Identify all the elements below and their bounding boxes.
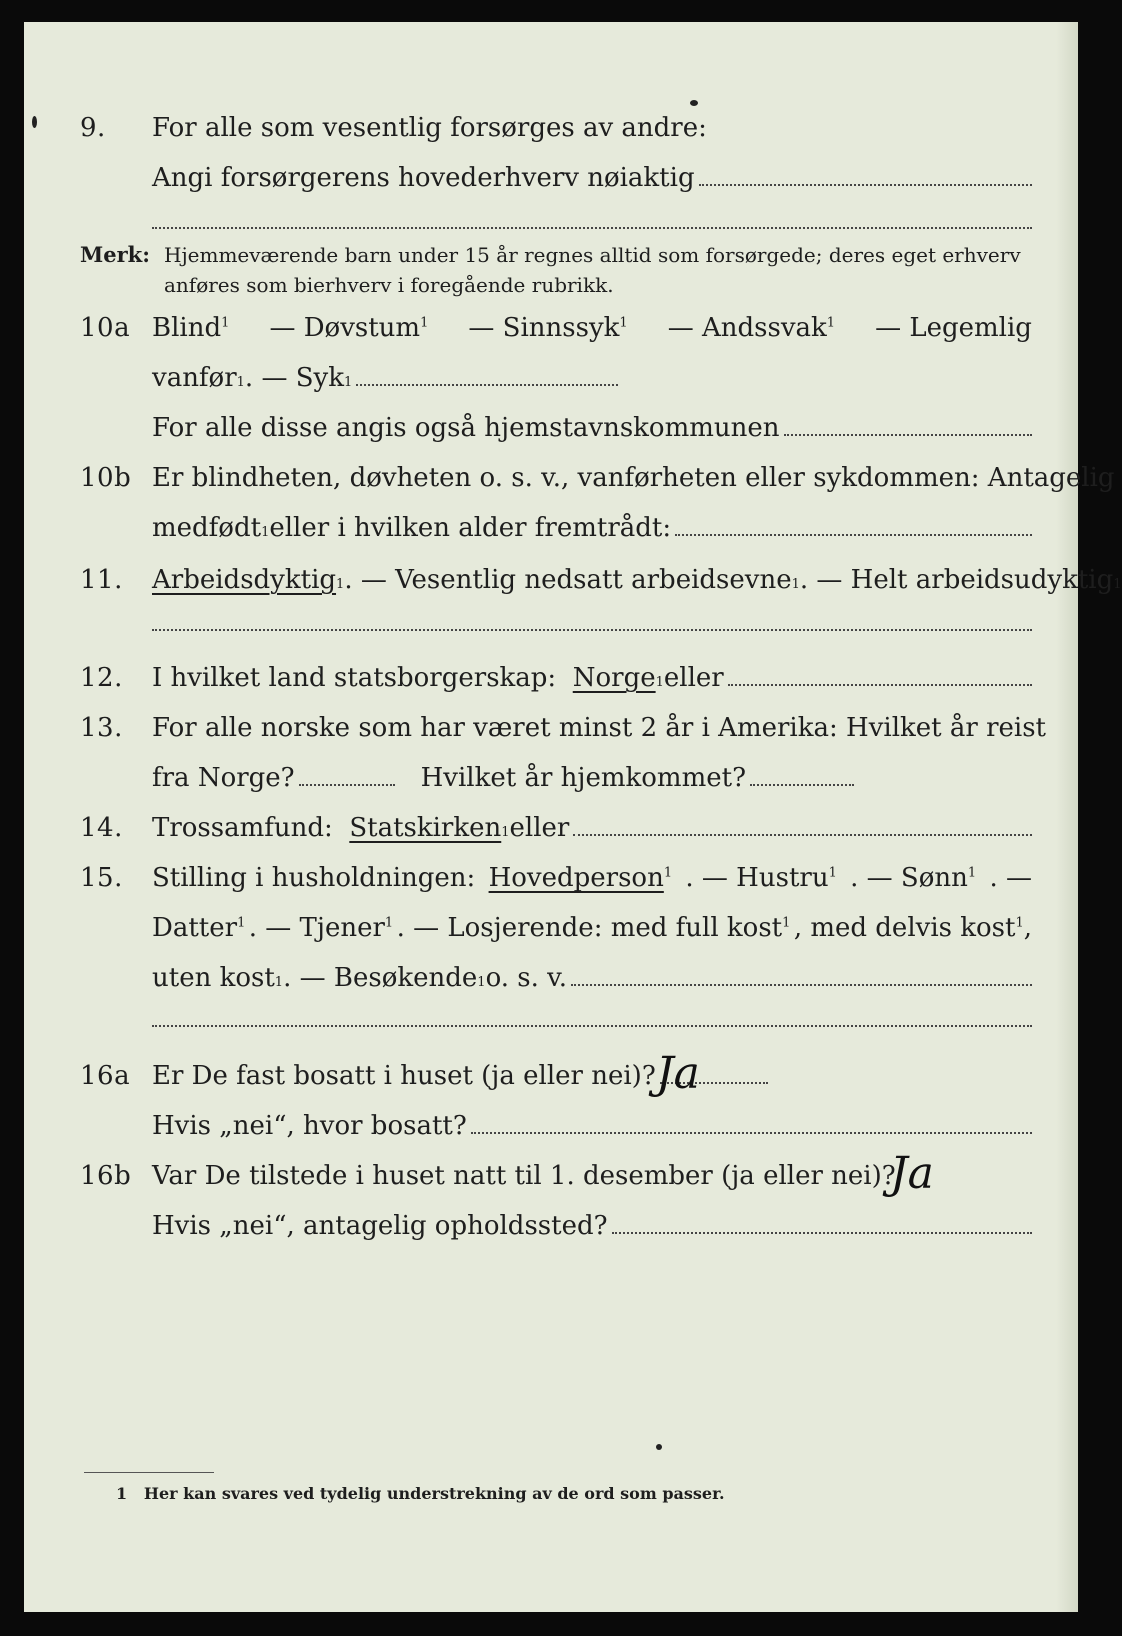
question-text: For alle norske som har været minst 2 år i Amerika: Hvilket år reist [152, 713, 1046, 743]
option-nedsatt-arbeidsevne[interactable]: . — Vesentlig nedsatt arbeidsevne [344, 565, 792, 595]
option-uten-kost[interactable]: uten kost [152, 963, 275, 993]
answer-line[interactable] [699, 183, 1032, 186]
option-tjener[interactable]: . — Tjener [248, 913, 385, 943]
answer-line[interactable] [612, 1231, 1032, 1234]
separator-text: . — [989, 863, 1032, 893]
question-text: Stilling i husholdningen: [152, 863, 476, 893]
question-10b [24, 458, 1115, 502]
ink-speck [656, 1444, 662, 1450]
question-number: 14. [80, 813, 123, 843]
note-label: Merk: [80, 242, 150, 267]
option-arbeidsdyktig-selected[interactable]: Arbeidsdyktig [152, 565, 337, 595]
question-9 [24, 108, 1078, 152]
question-text: Hvis „nei“, antagelig opholdssted? [152, 1211, 608, 1241]
question-11: 11. Arbeidsdyktig 1 . — Vesentlig nedsatt arbeidsevne 1 . — Helt arbeidsudyktig 1 [24, 560, 1078, 604]
option-datter[interactable]: Datter [152, 913, 238, 943]
question-text: eller [663, 663, 724, 693]
question-13 [24, 708, 1078, 752]
footnote [116, 1484, 725, 1503]
option-blind[interactable]: Blind [152, 313, 222, 343]
question-text: For alle disse angis også hjemstavnskommunen [152, 413, 780, 443]
ink-speck [690, 100, 698, 106]
question-number: 16b [80, 1161, 132, 1191]
note-merk [24, 240, 1078, 304]
question-text: I hvilket land statsborgerskap: [152, 663, 557, 693]
handwritten-answer: Ja [656, 1048, 700, 1099]
option-syk[interactable]: . — Syk [244, 363, 344, 393]
note-text: anføres som bierhverv i foregående rubrikk. [164, 273, 614, 297]
answer-line[interactable] [299, 783, 395, 786]
question-number: 11. [80, 565, 123, 595]
question-number: 16a [80, 1061, 131, 1091]
option-sonn[interactable]: . — Sønn [850, 863, 968, 893]
question-text: Er De fast bosatt i huset (ja eller nei)? [152, 1061, 656, 1091]
option-statskirken-selected[interactable]: Statskirken [349, 813, 502, 843]
question-text: fra Norge? [152, 763, 295, 793]
option-delvis-kost[interactable]: , med delvis kost [793, 913, 1016, 943]
question-text: For alle som vesentlig forsørges av andre: [152, 113, 707, 143]
option-sinnssyk[interactable]: — Sinnssyk [468, 313, 620, 343]
question-16b-line-2 [24, 1206, 1078, 1250]
option-hovedperson-selected[interactable]: Hovedperson [488, 863, 664, 893]
question-text: Trossamfund: [152, 813, 333, 843]
question-10a: 10a Blind$^1$ — Døvstum$^1$ — Sinnssyk$^1$ — Andssvak$^1$ — Legemlig [24, 308, 1078, 352]
answer-line[interactable] [784, 433, 1032, 436]
answer-line[interactable] [728, 683, 1032, 686]
option-besokende[interactable]: . — Besøkende [283, 963, 478, 993]
question-15-line-3: uten kost 1 . — Besøkende 1 o. s. v. [24, 958, 1078, 1002]
answer-line[interactable] [471, 1131, 1032, 1134]
option-dovstum[interactable]: — Døvstum [269, 313, 421, 343]
option-helt-arbeidsudyktig[interactable]: . — Helt arbeidsudyktig [799, 565, 1114, 595]
option-full-kost[interactable]: . — Losjerende: med full kost [396, 913, 783, 943]
question-16a-line-2 [24, 1106, 1078, 1150]
footnote-text: Her kan svares ved tydelig understrekning av de ord som passer. [143, 1484, 725, 1503]
option-hustru[interactable]: . — Hustru [685, 863, 829, 893]
question-10a-line-2: vanfør 1 . — Syk 1 [24, 358, 1078, 402]
answer-line[interactable] [571, 983, 1032, 986]
separator-text: , [1023, 913, 1032, 943]
question-14: 14. Trossamfund: Statskirken 1 eller [24, 808, 1078, 852]
option-andssvak[interactable]: — Andssvak [667, 313, 827, 343]
option-medfodt[interactable]: medfødt [152, 513, 262, 543]
question-text: Angi forsørgerens hovederhverv nøiaktig [152, 163, 695, 193]
question-number: 10a [80, 313, 131, 343]
question-16a [24, 1056, 1078, 1100]
question-number: 9. [80, 113, 106, 143]
handwritten-answer: Ja [890, 1148, 934, 1199]
answer-line[interactable] [152, 628, 1032, 631]
answer-line[interactable] [152, 1024, 1032, 1027]
question-text: o. s. v. [485, 963, 568, 993]
question-9-line-2 [24, 158, 1078, 202]
answer-line[interactable] [356, 383, 618, 386]
answer-line[interactable] [750, 783, 854, 786]
question-15-line-2: Datter$^1$ . — Tjener$^1$ . — Losjerende: med full kost$^1$ , med delvis kost$^1$, [152, 913, 1032, 943]
question-text: Hvis „nei“, hvor bosatt? [152, 1111, 467, 1141]
question-text: Er blindheten, døvheten o. s. v., vanførheten eller sykdommen: Antagelig [152, 463, 1115, 493]
footnote-mark: 1 [116, 1484, 128, 1503]
question-text: Hvilket år hjemkommet? [420, 763, 747, 793]
question-10b-line-2: medfødt 1 eller i hvilken alder fremtrådt: [24, 508, 1078, 552]
note-text: Hjemmeværende barn under 15 år regnes alltid som forsørgede; deres eget erhverv [164, 243, 1021, 267]
question-number: 10b [80, 463, 132, 493]
census-form-page [24, 22, 1122, 1612]
footnote-rule [84, 1472, 214, 1473]
question-10a-line-3 [24, 408, 1078, 452]
option-legemlig[interactable]: — Legemlig [875, 313, 1032, 343]
question-number: 12. [80, 663, 123, 693]
question-13-line-2 [24, 758, 1078, 802]
answer-line[interactable] [675, 533, 1032, 536]
answer-line[interactable] [573, 833, 1032, 836]
option-vanfor[interactable]: vanfør [152, 363, 237, 393]
option-norge-selected[interactable]: Norge [572, 663, 656, 693]
question-text: eller i hvilken alder fremtrådt: [269, 513, 672, 543]
question-12: 12. I hvilket land statsborgerskap: Norge 1 eller [24, 658, 1078, 702]
question-text: eller [509, 813, 570, 843]
answer-line[interactable] [152, 226, 1032, 229]
question-text: Var De tilstede i huset natt til 1. desember (ja eller nei)? [152, 1161, 896, 1191]
question-number: 15. [80, 863, 123, 893]
question-number: 13. [80, 713, 123, 743]
question-15: 15. Stilling i husholdningen: Hovedperson$^1$ . — Hustru$^1$ . — Sønn$^1$ . — [24, 858, 1078, 902]
